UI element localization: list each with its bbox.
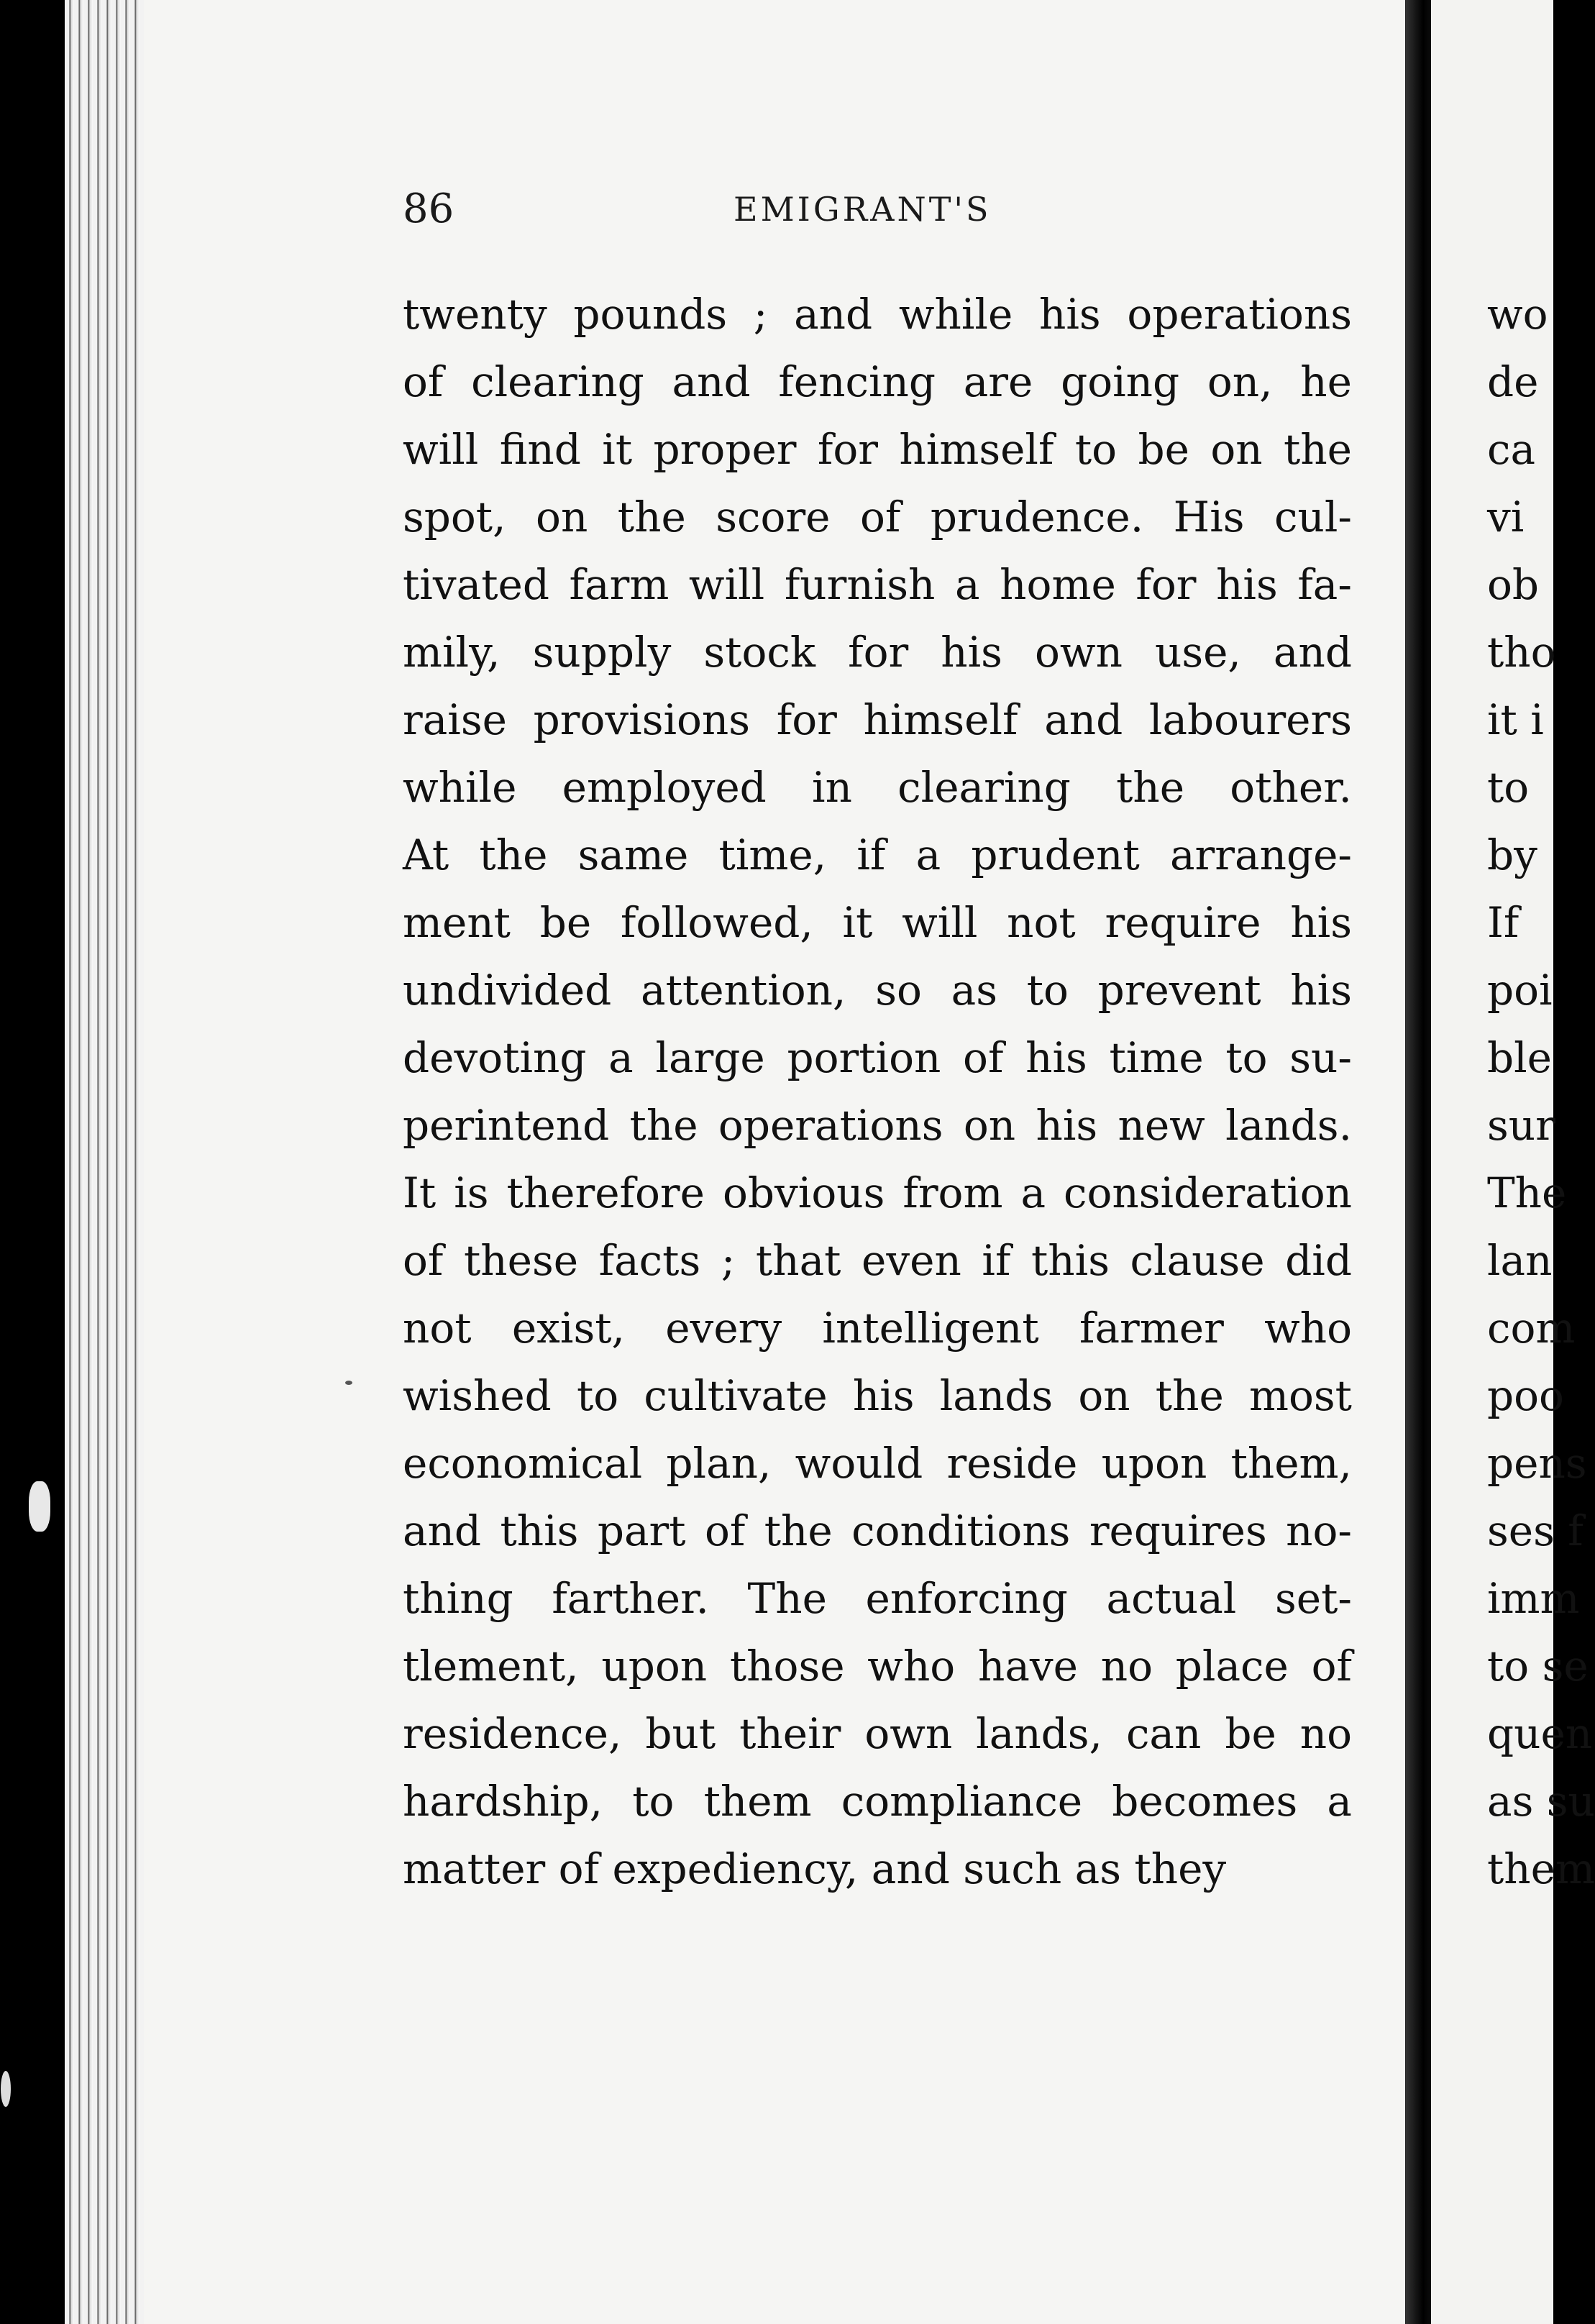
facing-line: ob <box>1487 560 1540 609</box>
facing-line: de <box>1487 357 1539 406</box>
scan-artifact <box>29 1481 50 1532</box>
text-line: undivided attention, so as to prevent his <box>403 966 1352 1015</box>
facing-line: to se <box>1487 1642 1589 1691</box>
facing-line: as su <box>1487 1777 1595 1826</box>
text-line: residence, but their own lands, can be no <box>403 1709 1352 1758</box>
facing-line: ca <box>1487 425 1536 474</box>
text-line: tlement, upon those who have no place of <box>403 1642 1352 1691</box>
facing-line: it i <box>1487 695 1544 744</box>
text-line: spot, on the score of prudence. His cul- <box>403 493 1352 541</box>
facing-line: sur <box>1487 1101 1555 1150</box>
facing-line: wo <box>1487 290 1548 339</box>
text-line: It is therefore obvious from a consideration <box>403 1168 1352 1217</box>
text-line: of clearing and fencing are going on, he <box>403 357 1352 406</box>
facing-line: ble <box>1487 1033 1553 1082</box>
facing-line: by <box>1487 831 1537 879</box>
running-head: EMIGRANT'S <box>733 190 992 229</box>
body-text <box>403 280 1352 1903</box>
facing-line: them <box>1487 1844 1595 1893</box>
text-line: tivated farm will furnish a home for his fa- <box>403 560 1352 609</box>
text-line: of these facts ; that even if this clause did <box>403 1236 1352 1285</box>
text-line: perintend the operations on his new lands. <box>403 1101 1352 1150</box>
facing-line: vi <box>1487 493 1525 541</box>
text-line: devoting a large portion of his time to su- <box>403 1033 1352 1082</box>
text-line: economical plan, would reside upon them, <box>403 1439 1352 1488</box>
text-line: and this part of the conditions requires no- <box>403 1506 1352 1555</box>
facing-line: ses f <box>1487 1506 1583 1555</box>
facing-line: poi <box>1487 966 1553 1015</box>
text-line: hardship, to them compliance becomes a <box>403 1777 1352 1826</box>
text-line: while employed in clearing the other. <box>403 763 1352 812</box>
page-header <box>403 186 1338 243</box>
facing-page-text <box>1487 280 1595 1903</box>
text-line: mily, supply stock for his own use, and <box>403 628 1352 677</box>
facing-line: If <box>1487 898 1519 947</box>
text-line: not exist, every intelligent farmer who <box>403 1304 1352 1353</box>
facing-line: lan <box>1487 1236 1553 1285</box>
facing-line: imm <box>1487 1574 1580 1623</box>
text-line: matter of expediency, and such as they <box>403 1844 1227 1893</box>
facing-line: The <box>1487 1168 1567 1217</box>
text-line: ment be followed, it will not require his <box>403 898 1352 947</box>
scan-artifact <box>1 2071 11 2107</box>
text-line: thing farther. The enforcing actual set- <box>403 1574 1352 1623</box>
text-line: wished to cultivate his lands on the most <box>403 1371 1352 1420</box>
facing-line: quen <box>1487 1709 1593 1758</box>
book-gutter <box>1406 0 1435 2324</box>
facing-line: to <box>1487 763 1530 812</box>
facing-line: tho <box>1487 628 1556 677</box>
text-line: will find it proper for himself to be on the <box>403 425 1352 474</box>
facing-line: poo <box>1487 1371 1564 1420</box>
scan-artifact <box>345 1381 352 1385</box>
text-line: At the same time, if a prudent arrange- <box>403 831 1352 879</box>
page-number: 86 <box>403 186 454 232</box>
facing-line: com <box>1487 1304 1576 1353</box>
text-line: raise provisions for himself and labourers <box>403 695 1352 744</box>
facing-line: pens <box>1487 1439 1587 1488</box>
text-line: twenty pounds ; and while his operations <box>403 290 1352 339</box>
